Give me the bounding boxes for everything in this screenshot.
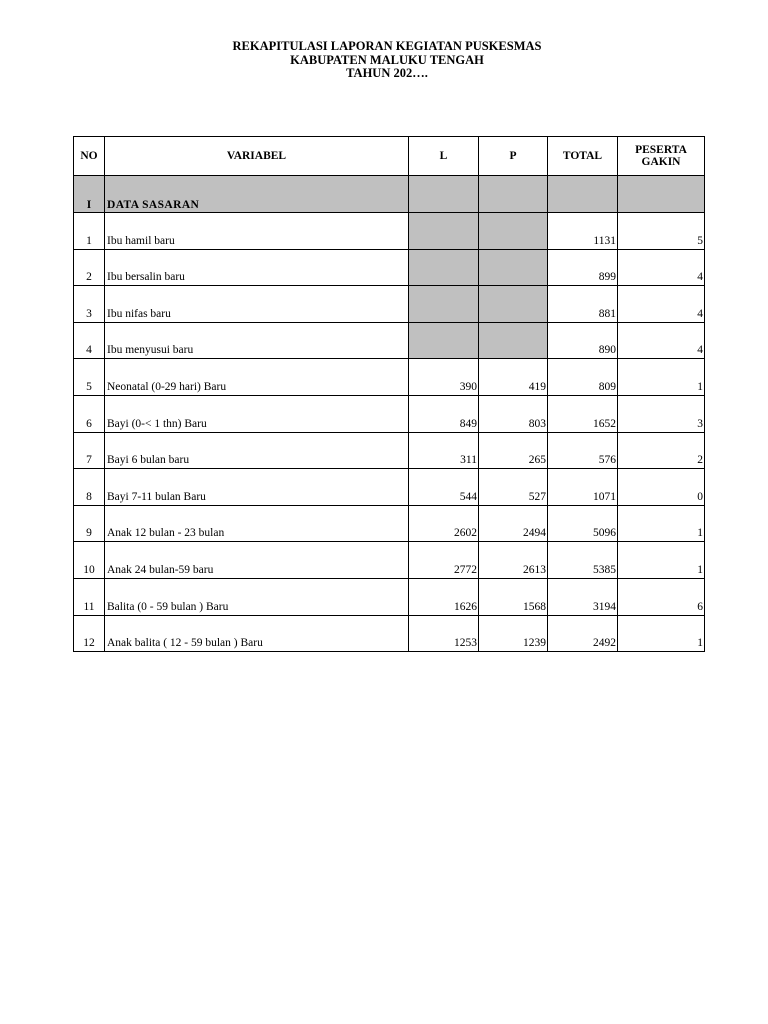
row-value-gakin: 1 [618, 359, 705, 396]
row-value-p: 2613 [479, 542, 548, 579]
row-value-l: 544 [409, 469, 479, 506]
row-variabel: Anak 24 bulan-59 baru [105, 542, 409, 579]
table-row [74, 249, 705, 286]
column-header-l: L [409, 137, 479, 176]
column-header-p: P [479, 137, 548, 176]
row-number: 10 [74, 542, 105, 579]
table-row [74, 395, 705, 432]
table-row [74, 542, 705, 579]
row-value-p: 265 [479, 432, 548, 469]
section-cell-p [479, 176, 548, 213]
row-value-l: 390 [409, 359, 479, 396]
row-value-total: 5096 [548, 505, 618, 542]
row-value-p: 2494 [479, 505, 548, 542]
row-value-l [409, 249, 479, 286]
row-value-total: 2492 [548, 615, 618, 652]
row-value-p [479, 286, 548, 323]
row-value-p: 1568 [479, 578, 548, 615]
row-variabel: Bayi 6 bulan baru [105, 432, 409, 469]
table-row [74, 505, 705, 542]
section-cell-l [409, 176, 479, 213]
row-value-gakin: 5 [618, 213, 705, 250]
row-number: 8 [74, 469, 105, 506]
row-number: 1 [74, 213, 105, 250]
row-value-total: 1652 [548, 395, 618, 432]
row-number: 11 [74, 578, 105, 615]
row-value-p: 1239 [479, 615, 548, 652]
table-row [74, 432, 705, 469]
row-value-l [409, 213, 479, 250]
row-value-p [479, 213, 548, 250]
section-number: I [74, 176, 105, 213]
row-value-gakin: 2 [618, 432, 705, 469]
row-value-gakin: 1 [618, 505, 705, 542]
row-number: 12 [74, 615, 105, 652]
report-title: REKAPITULASI LAPORAN KEGIATAN PUSKESMAS [232, 39, 542, 53]
row-value-p [479, 249, 548, 286]
row-variabel: Neonatal (0-29 hari) Baru [105, 359, 409, 396]
row-value-total: 1131 [548, 213, 618, 250]
row-number: 3 [74, 286, 105, 323]
row-value-p [479, 322, 548, 359]
row-variabel: Anak 12 bulan - 23 bulan [105, 505, 409, 542]
row-value-p: 419 [479, 359, 548, 396]
row-value-l: 849 [409, 395, 479, 432]
row-value-total: 576 [548, 432, 618, 469]
column-header-total: TOTAL [548, 137, 618, 176]
row-value-total: 5385 [548, 542, 618, 579]
row-value-gakin: 1 [618, 615, 705, 652]
table-row [74, 359, 705, 396]
section-label: DATA SASARAN [105, 176, 409, 213]
column-header-no: NO [74, 137, 105, 176]
row-value-gakin: 4 [618, 249, 705, 286]
row-value-total: 3194 [548, 578, 618, 615]
row-value-total: 1071 [548, 469, 618, 506]
row-number: 4 [74, 322, 105, 359]
row-value-gakin: 4 [618, 286, 705, 323]
table-header-row [74, 137, 705, 176]
row-value-total: 899 [548, 249, 618, 286]
column-header-peserta-gakin [618, 137, 705, 176]
column-header-variabel: VARIABEL [105, 137, 409, 176]
row-value-gakin: 6 [618, 578, 705, 615]
row-value-total: 881 [548, 286, 618, 323]
row-value-p: 803 [479, 395, 548, 432]
row-number: 6 [74, 395, 105, 432]
row-number: 5 [74, 359, 105, 396]
row-variabel: Ibu menyusui baru [105, 322, 409, 359]
column-header-gakin-line2: GAKIN [641, 156, 681, 168]
row-value-gakin: 3 [618, 395, 705, 432]
row-number: 2 [74, 249, 105, 286]
table-row [74, 322, 705, 359]
table-row [74, 213, 705, 250]
section-cell-gakin [618, 176, 705, 213]
row-value-gakin: 0 [618, 469, 705, 506]
table-row [74, 469, 705, 506]
row-value-l [409, 286, 479, 323]
row-value-l [409, 322, 479, 359]
row-value-total: 809 [548, 359, 618, 396]
row-value-gakin: 4 [618, 322, 705, 359]
report-year: TAHUN 202…. [346, 66, 428, 80]
row-value-l: 2772 [409, 542, 479, 579]
report-table [73, 136, 705, 652]
column-header-gakin-line1: PESERTA [635, 144, 687, 156]
row-value-gakin: 1 [618, 542, 705, 579]
row-value-l: 1626 [409, 578, 479, 615]
row-variabel: Bayi (0-< 1 thn) Baru [105, 395, 409, 432]
row-number: 7 [74, 432, 105, 469]
section-cell-total [548, 176, 618, 213]
row-variabel: Ibu bersalin baru [105, 249, 409, 286]
report-title-block [0, 40, 768, 81]
row-value-total: 890 [548, 322, 618, 359]
row-variabel: Balita (0 - 59 bulan ) Baru [105, 578, 409, 615]
row-variabel: Ibu nifas baru [105, 286, 409, 323]
table-row [74, 615, 705, 652]
row-variabel: Bayi 7-11 bulan Baru [105, 469, 409, 506]
section-row [74, 176, 705, 213]
row-variabel: Anak balita ( 12 - 59 bulan ) Baru [105, 615, 409, 652]
row-number: 9 [74, 505, 105, 542]
table-row [74, 578, 705, 615]
row-variabel: Ibu hamil baru [105, 213, 409, 250]
row-value-l: 2602 [409, 505, 479, 542]
report-region: KABUPATEN MALUKU TENGAH [290, 52, 484, 67]
table-row [74, 286, 705, 323]
row-value-p: 527 [479, 469, 548, 506]
row-value-l: 311 [409, 432, 479, 469]
row-value-l: 1253 [409, 615, 479, 652]
